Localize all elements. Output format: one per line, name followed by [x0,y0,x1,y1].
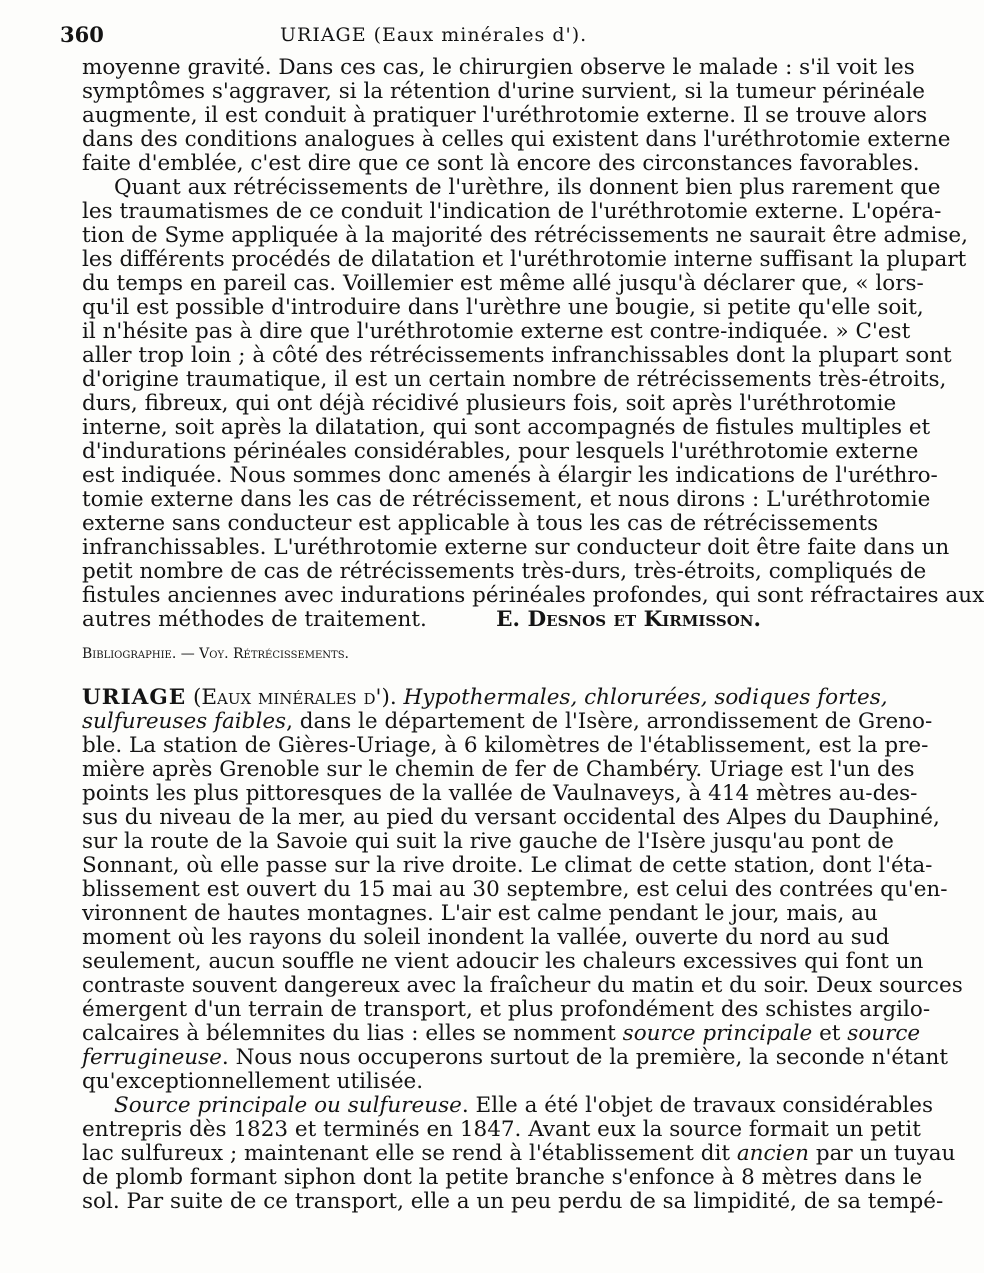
entry-heading-line [82,685,888,710]
text-line: contraste souvent dangereux avec la fraîcheur du matin et du soir. Deux sources [82,973,963,998]
text-line: blissement est ouvert du 15 mai au 30 septembre, est celui des contrées qu'en- [82,877,948,902]
italic-phrase: Source principale ou sulfureuse [114,1093,462,1118]
text-line: émergent d'un terrain de transport, et plus profondément des schistes argilo- [82,997,931,1022]
text-line [82,1045,949,1070]
author-signature: E. Desnos et Kirmisson. [496,607,761,632]
text-line: seulement, aucun souffle ne vient adoucir les chaleurs excessives qui font un [82,949,924,974]
text-line: interne, soit après la dilatation, qui sont accompagnés de fistules multiples et [82,415,931,440]
text-line: les différents procédés de dilatation et l'uréthrotomie interne suffisant la plupart [82,247,967,272]
text-line [82,1021,921,1046]
italic-phrase: source principale [622,1021,813,1046]
text-line: autres méthodes de traitement. [82,607,427,632]
text-line [82,709,933,734]
text-line: aller trop loin ; à côté des rétrécissements infranchissables dont la plupart sont [82,343,952,368]
text-line [82,1093,934,1118]
text-line: qu'il est possible d'introduire dans l'urèthre une bougie, si petite qu'elle soit, [82,295,924,320]
text-line: sur la route de la Savoie qui suit la rive gauche de l'Isère jusqu'au pont de [82,829,894,854]
bibliography-note: Bibliographie. — Voy. Rétrécissements. [82,646,350,662]
page-content [82,55,984,1214]
text-line: symptômes s'aggraver, si la rétention d'urine survient, si la tumeur périnéale [82,79,925,104]
text-line: infranchissables. L'uréthrotomie externe sur conducteur doit être faite dans un [82,535,950,560]
entry-subtitle: (Eaux minérales d'). [186,685,404,710]
text-line: vironnent de hautes montagnes. L'air est calme pendant le jour, mais, au [82,901,878,926]
text-line: d'indurations périnéales considérables, pour lesquels l'uréthrotomie externe [82,439,919,464]
text-fragment: . Elle a été l'objet de travaux considérables [461,1093,934,1118]
text-line: est indiquée. Nous sommes donc amenés à élargir les indications de l'uréthro- [82,463,938,488]
text-line: moyenne gravité. Dans ces cas, le chirurgien observe le malade : s'il voit les [82,55,915,80]
text-fragment: par un tuyau [809,1141,956,1166]
text-line: fistules anciennes avec indurations périnéales profondes, qui sont réfractaires aux [82,583,984,608]
text-line: sus du niveau de la mer, au pied du versant occidental des Alpes du Dauphiné, [82,805,940,830]
text-line: faite d'emblée, c'est dire que ce sont là encore des circonstances favorables. [82,151,920,176]
signature-line [82,608,767,632]
text-line: du temps en pareil cas. Voillemier est même allé jusqu'à déclarer que, « lors- [82,271,924,296]
text-line: il n'hésite pas à dire que l'uréthrotomie externe est contre-indiquée. » C'est [82,319,911,344]
running-title: URIAGE (Eaux minérales d'). [280,24,588,46]
text-line: mière après Grenoble sur le chemin de fer de Chambéry. Uriage est l'un des [82,757,915,782]
text-line: d'origine traumatique, il est un certain nombre de rétrécissements très-étroits, [82,367,947,392]
text-line: durs, fibreux, qui ont déjà récidivé plusieurs fois, soit après l'uréthrotomie [82,391,897,416]
section-uriage-entry [82,685,963,1214]
section-gap [82,664,767,686]
italic-phrase: ferrugineuse [82,1045,222,1070]
text-line: qu'exceptionnellement utilisée. [82,1069,424,1094]
entry-headword: URIAGE [82,685,187,710]
text-line: tion de Syme appliquée à la majorité des rétrécissements ne saurait être admise, [82,223,968,248]
entry-qualifiers: Hypothermales, chlorurées, sodiques fortes, [403,685,888,710]
page-number: 360 [60,22,104,47]
text-fragment: calcaires à bélemnites du lias : elles se nomment [82,1021,623,1046]
text-line: Quant aux rétrécissements de l'urèthre, ils donnent bien plus rarement que [114,175,941,200]
text-fragment: . Nous nous occuperons surtout de la première, la seconde n'étant [221,1045,949,1070]
text-line: de plomb formant siphon dont la petite branche s'enfonce à 8 mètres dans le [82,1165,923,1190]
text-line [82,1141,956,1166]
text-line: sol. Par suite de ce transport, elle a un peu perdu de sa limpidité, de sa tempé- [82,1189,944,1214]
text-line: externe sans conducteur est applicable à tous les cas de rétrécissements [82,511,879,536]
text-line: Sonnant, où elle passe sur la rive droite. Le climat de cette station, dont l'éta- [82,853,933,878]
italic-phrase: sulfureuses faibles [82,709,287,734]
text-line: tomie externe dans les cas de rétrécissement, et nous dirons : L'uréthrotomie [82,487,931,512]
text-line: ble. La station de Gières-Uriage, à 6 kilomètres de l'établissement, est la pre- [82,733,929,758]
text-line: points les plus pittoresques de la vallée de Vaulnaveys, à 414 mètres au-des- [82,781,918,806]
text-line: entrepris dès 1823 et terminés en 1847. Avant eux la source formait un petit [82,1117,921,1142]
text-fragment: , dans le département de l'Isère, arrondissement de Greno- [286,709,933,734]
text-line: moment où les rayons du soleil inondent la vallée, ouverte du nord au sud [82,925,890,950]
italic-phrase: source [847,1021,921,1046]
section-uretrotomie-conclusion [82,55,984,664]
text-line: petit nombre de cas de rétrécissements très-durs, très-étroits, compliqués de [82,559,927,584]
text-line: dans des conditions analogues à celles qui existent dans l'uréthrotomie externe [82,127,951,152]
text-line: les traumatismes de ce conduit l'indication de l'uréthrotomie externe. L'opéra- [82,199,942,224]
running-head [60,22,760,52]
text-fragment: lac sulfureux ; maintenant elle se rend à l'établissement dit [82,1141,737,1166]
text-fragment: et [812,1021,848,1046]
italic-phrase: ancien [736,1141,809,1166]
text-line: augmente, il est conduit à pratiquer l'uréthrotomie externe. Il se trouve alors [82,103,928,128]
